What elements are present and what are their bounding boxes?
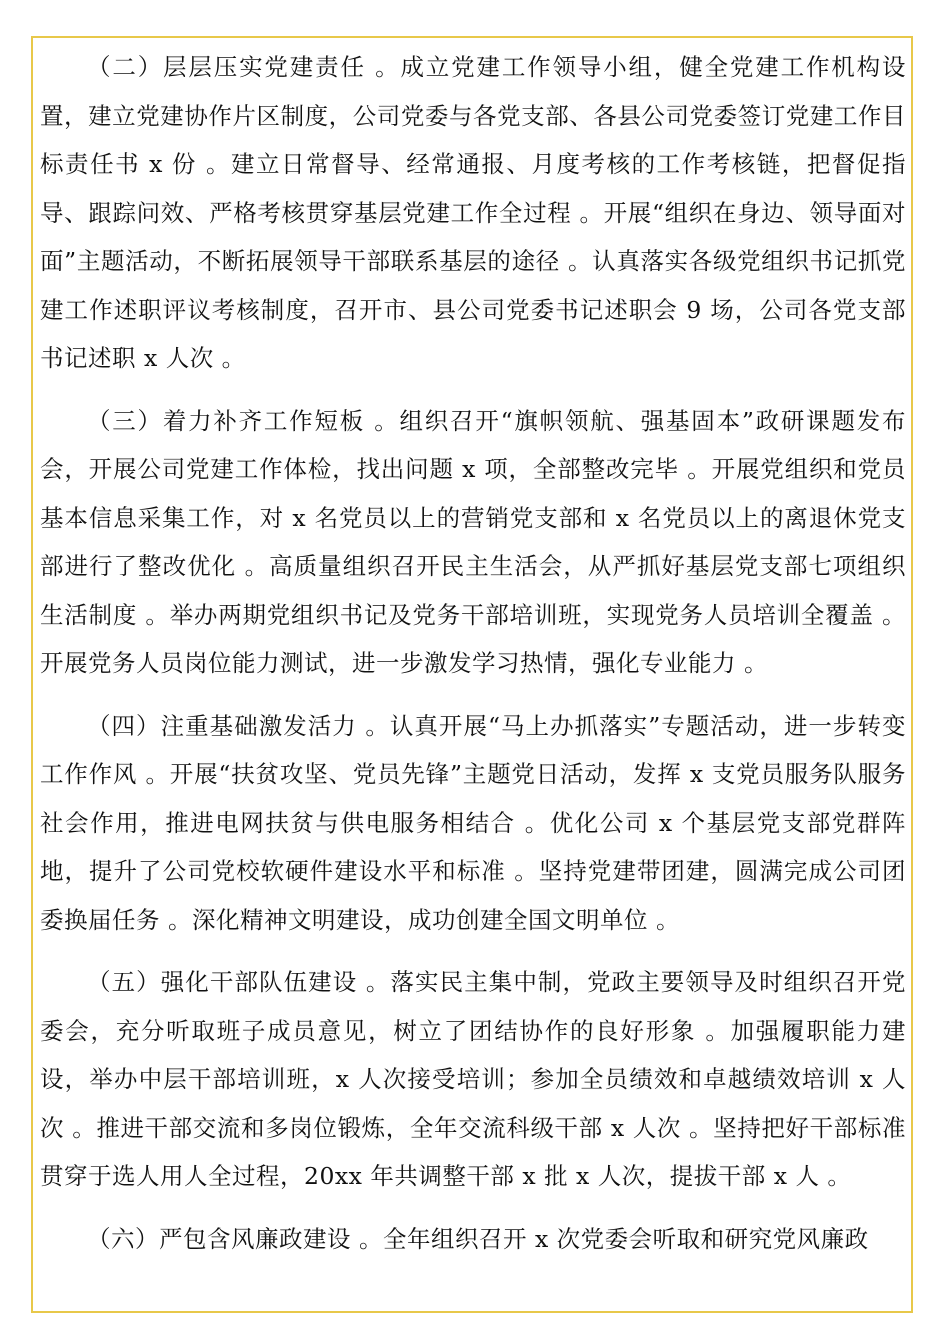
paragraph-3: （三）着力补齐工作短板 。组织召开“旗帜领航、强基固本”政研课题发布会，开展公司党建工作体检，找出问题 x 项，全部整改完毕 。开展党组织和党员基本信息采集工作，对 x 名党员以上的营销党支部和 x 名党员以上的离退休党支部进行了整改优化 。高质量组织召开民主生活会，从严抓好基层党支部七项组织生活制度 。举办两期党组织书记及党务干部培训班，实现党务人员培训全覆盖 。开展党务人员岗位能力测试，进一步激发学习热情，强化专业能力 。	[40, 406, 906, 677]
paragraph-6: （六）严包含风廉政建设 。全年组织召开 x 次党委会听取和研究党风廉政	[87, 1224, 869, 1253]
paragraph-2: （二）层层压实党建责任 。成立党建工作领导小组，健全党建工作机构设置，建立党建协作片区制度，公司党委与各党支部、各县公司党委签订党建工作目标责任书 x 份 。建立日常督导、经常通报、月度考核的工作考核链，把督促指导、跟踪问效、严格考核贯穿基层党建工作全过程 。开展“组织在身边、领导面对面”主题活动，不断拓展领导干部联系基层的途径 。认真落实各级党组织书记抓党建工作述职评议考核制度，召开市、县公司党委书记述职会 9 场，公司各党支部书记述职 x 人次 。	[40, 53, 906, 372]
paragraph-5: （五）强化干部队伍建设 。落实民主集中制，党政主要领导及时组织召开党委会，充分听取班子成员意见，树立了团结协作的良好形象 。加强履职能力建设，举办中层干部培训班，x 人次接受培训；参加全员绩效和卓越绩效培训 x 人次 。推进干部交流和多岗位锻炼，全年交流科级干部 x 人次 。坚持把好干部标准贯穿于选人用人全过程，20xx 年共调整干部 x 批 x 人次，提拔干部 x 人 。	[40, 968, 906, 1190]
paragraph-4: （四）注重基础激发活力 。认真开展“马上办抓落实”专题活动，进一步转变工作作风 。开展“扶贫攻坚、党员先锋”主题党日活动，发挥 x 支党员服务队服务社会作用，推进电网扶贫与供电服务相结合 。优化公司 x 个基层党支部党群阵地，提升了公司党校软硬件建设水平和标准 。坚持党建带团建，圆满完成公司团委换届任务 。深化精神文明建设，成功创建全国文明单位 。	[40, 711, 906, 934]
document-body	[40, 43, 906, 1263]
